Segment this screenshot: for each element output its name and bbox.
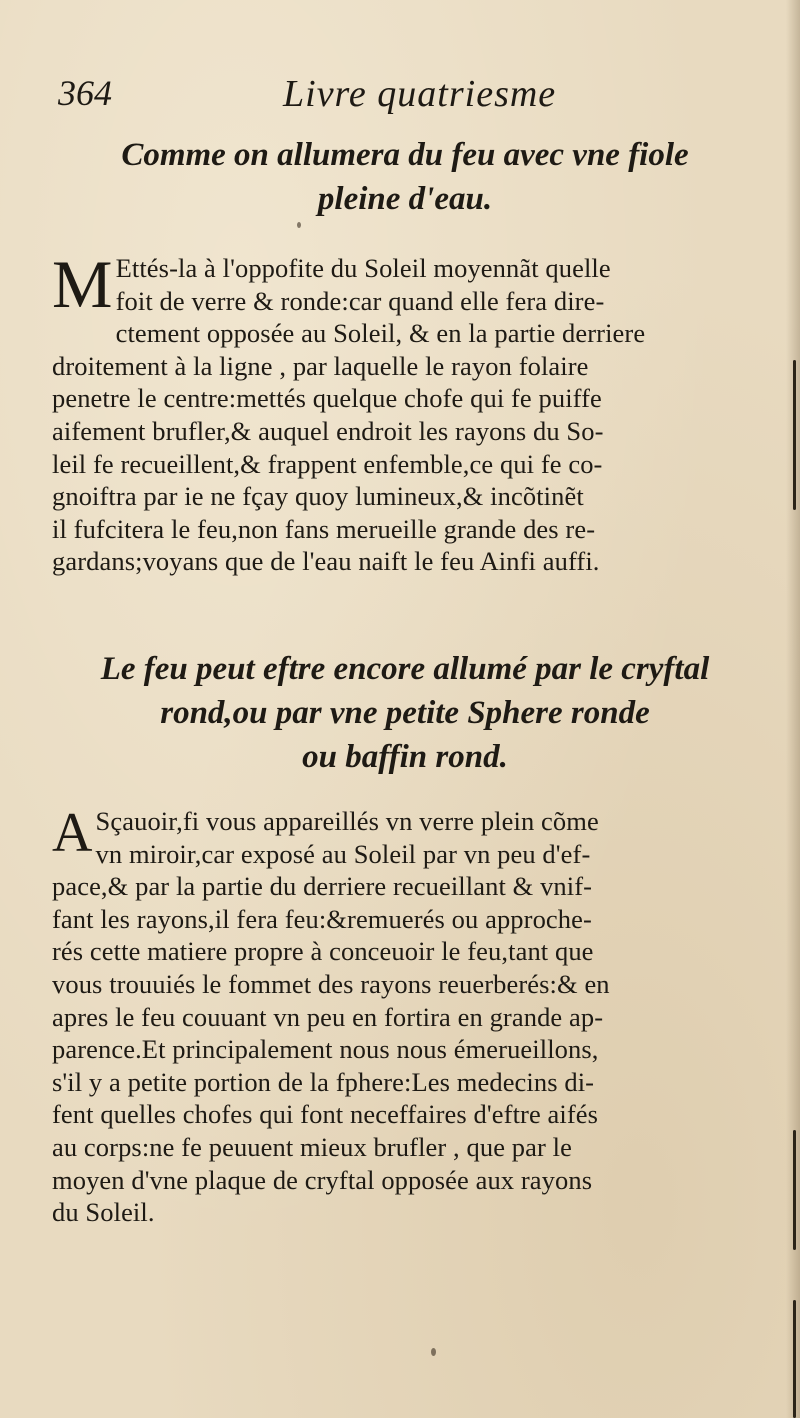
- text-line: gnoiftra par ie ne fçay quoy lumineux,& incõtinẽt: [52, 481, 584, 512]
- text-line: droitement à la ligne , par laquelle le rayon folaire: [52, 350, 589, 381]
- text-line: rés cette matiere propre à conceuoir le feu,tant que: [52, 936, 594, 967]
- text-line: pace,& par la partie du derriere recueillant & vnif-: [52, 871, 593, 902]
- page-edge-mark: [793, 1300, 796, 1418]
- heading-line: Le feu peut eftre encore allumé par le cryftal: [100, 651, 710, 687]
- text-line: foit de verre & ronde:car quand elle fera dire-: [115, 285, 605, 316]
- text-line: vous trouuiés le fommet des rayons reuerberés:& en: [52, 968, 610, 999]
- text-line: Ettés-la à l'oppofite du Soleil moyennãt quelle: [115, 253, 611, 283]
- text-line: fent quelles chofes qui font neceffaires d'eftre aifés: [52, 1099, 599, 1130]
- section-2-paragraph: [52, 802, 762, 1229]
- text-line: il fufcitera le feu,non fans merueille grande des re-: [52, 513, 596, 544]
- page-number: 364: [58, 73, 112, 113]
- text-line: leil fe recueillent,& frappent enfemble,ce qui fe co-: [52, 448, 603, 479]
- section-heading-2: [60, 647, 750, 779]
- text-line: fant les rayons,il fera feu:&remuerés ou approche-: [52, 903, 592, 934]
- text-line: penetre le centre:mettés quelque chofe qui fe puiffe: [52, 383, 602, 414]
- text-line: aifement brufler,& auquel endroit les rayons du So-: [52, 415, 604, 446]
- drop-cap: M: [52, 246, 113, 322]
- ink-speck: [297, 222, 301, 228]
- text-line: moyen d'vne plaque de cryftal opposée aux rayons: [52, 1164, 593, 1195]
- heading-line: ou baffin rond.: [302, 739, 508, 775]
- section-1-paragraph: [52, 246, 762, 578]
- ink-speck: [431, 1348, 436, 1356]
- text-line: s'il y a petite portion de la fphere:Les medecins di-: [52, 1066, 595, 1097]
- heading-line: pleine d'eau.: [317, 181, 493, 217]
- text-line: apres le feu couuant vn peu en fortira en grande ap-: [52, 1001, 604, 1032]
- text-line: Sçauoir,fi vous appareillés vn verre plein cõme: [95, 806, 599, 836]
- section-heading-1: [60, 133, 750, 221]
- text-line: ctement opposée au Soleil, & en la partie derriere: [115, 318, 646, 349]
- page-edge-mark: [793, 1130, 796, 1250]
- text-line: du Soleil.: [52, 1197, 155, 1228]
- text-line: au corps:ne fe peuuent mieux brufler , que par le: [52, 1131, 572, 1162]
- page-header: [58, 68, 748, 118]
- text-line: parence.Et principalement nous nous émerueillons,: [52, 1034, 599, 1065]
- heading-line: Comme on allumera du feu avec vne fiole: [121, 137, 689, 173]
- text-line: gardans;voyans que de l'eau naift le feu Ainfi auffi.: [52, 546, 600, 577]
- text-line: vn miroir,car exposé au Soleil par vn peu d'ef-: [95, 838, 591, 869]
- heading-line: rond,ou par vne petite Sphere ronde: [160, 695, 650, 731]
- running-head: Livre quatriesme: [283, 73, 557, 115]
- page-edge-mark: [793, 360, 796, 510]
- drop-cap: A: [52, 802, 93, 864]
